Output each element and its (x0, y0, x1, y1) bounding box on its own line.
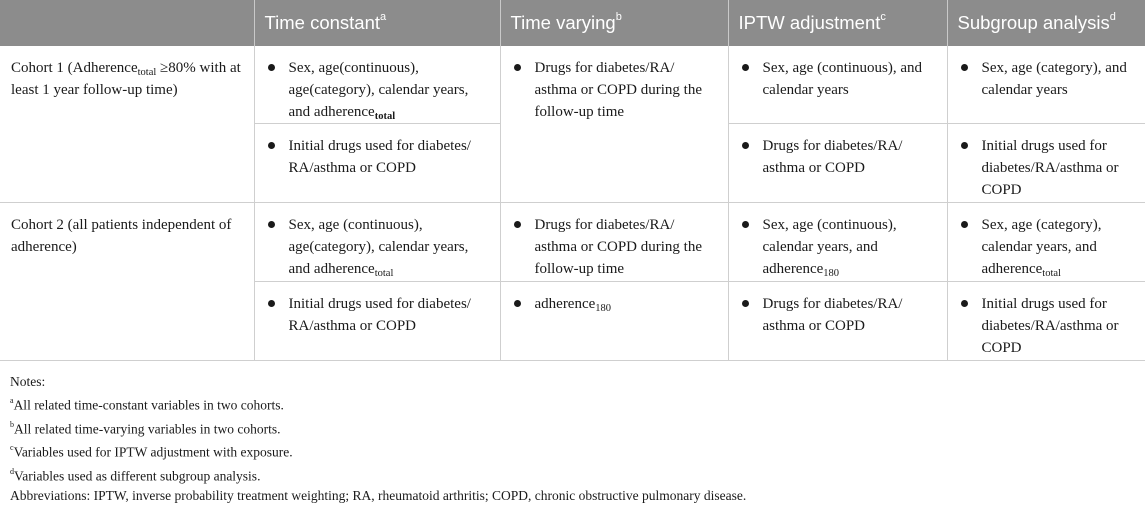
bullet-icon (514, 300, 521, 307)
bullet-icon (268, 64, 275, 71)
bullet-icon (268, 142, 275, 149)
cohort1-label: Cohort 1 (Adherence$_{total}$ ≥80% with at least 1 year follow-up time) (0, 46, 254, 203)
note-a: $^a$All related time-constant variables in two cohorts. (10, 396, 284, 413)
cohort1-subgroup-1: Sex, age (category), and calendar years (947, 46, 1145, 124)
cohort1-time-constant-1: Sex, age(continuous), age(category), calendar years, and adherence$_{total}$ (254, 46, 500, 124)
bullet-icon (742, 64, 749, 71)
abbreviations: Abbreviations: IPTW, inverse probability treatment weighting; RA, rheumatoid arthritis; COPD, chronic obstructive pulmonary disease. (10, 488, 747, 503)
bullet-icon (742, 142, 749, 149)
header-iptw-adjustment: IPTW adjustment$^c$ (728, 0, 947, 46)
cohort2-label: Cohort 2 (all patients independent of adherence) (0, 203, 254, 361)
bullet-icon (742, 221, 749, 228)
cohort2-subgroup-2: Initial drugs used for diabetes/RA/asthma or COPD (947, 282, 1145, 361)
cohort1-time-constant-2: Initial drugs used for diabetes/ RA/asthma or COPD (254, 124, 500, 203)
cohort2-time-varying-2: adherence$_{180}$ (500, 282, 728, 361)
header-row (0, 0, 1145, 46)
cohort1-iptw-1: Sex, age (continuous), and calendar years (728, 46, 947, 124)
bullet-icon (514, 64, 521, 71)
cohort1-time-varying: Drugs for diabetes/RA/ asthma or COPD during the follow-up time (500, 46, 728, 203)
table-notes (10, 372, 1140, 506)
table-row (0, 46, 1145, 124)
table-row (0, 203, 1145, 282)
cohort2-time-constant-2: Initial drugs used for diabetes/ RA/asthma or COPD (254, 282, 500, 361)
cohort2-iptw-1: Sex, age (continuous), calendar years, and adherence$_{180}$ (728, 203, 947, 282)
cohort1-iptw-2: Drugs for diabetes/RA/ asthma or COPD (728, 124, 947, 203)
bullet-icon (961, 300, 968, 307)
note-b: $^b$All related time-varying variables in two cohorts. (10, 419, 281, 436)
cohort2-subgroup-1: Sex, age (category), calendar years, and adherence$_{total}$ (947, 203, 1145, 282)
header-subgroup-analysis: Subgroup analysis$^d$ (947, 0, 1145, 46)
note-c: $^c$Variables used for IPTW adjustment with exposure. (10, 443, 293, 460)
note-d: $^d$Variables used as different subgroup analysis. (10, 466, 261, 483)
bullet-icon (268, 300, 275, 307)
bullet-icon (961, 64, 968, 71)
cohort2-iptw-2: Drugs for diabetes/RA/ asthma or COPD (728, 282, 947, 361)
bullet-icon (961, 142, 968, 149)
bullet-icon (514, 221, 521, 228)
cohort1-subgroup-2: Initial drugs used for diabetes/RA/asthma or COPD (947, 124, 1145, 203)
header-time-constant: Time constant$^a$ (254, 0, 500, 46)
header-blank (0, 0, 254, 46)
cohort2-time-varying-1: Drugs for diabetes/RA/ asthma or COPD during the follow-up time (500, 203, 728, 282)
bullet-icon (961, 221, 968, 228)
notes-title: Notes: (10, 374, 46, 389)
bullet-icon (742, 300, 749, 307)
header-time-varying: Time varying$^b$ (500, 0, 728, 46)
bullet-icon (268, 221, 275, 228)
cohort2-time-constant-1: Sex, age (continuous), age(category), calendar years, and adherence$_{total}$ (254, 203, 500, 282)
